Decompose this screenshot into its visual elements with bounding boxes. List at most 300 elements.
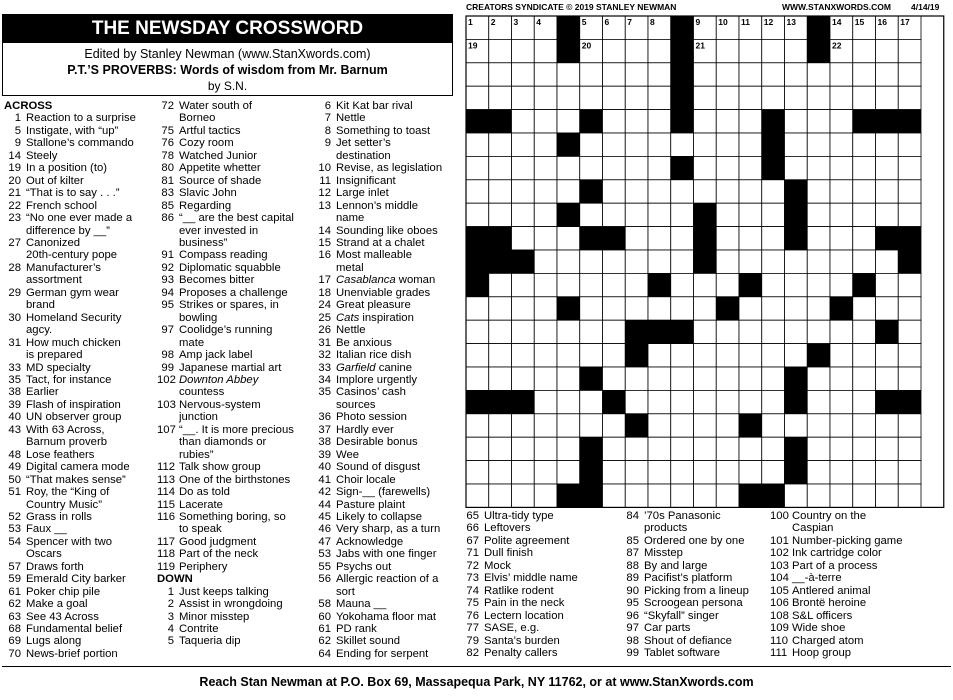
grid-cell[interactable] [739, 390, 762, 413]
grid-cell[interactable] [716, 414, 739, 437]
grid-cell[interactable] [557, 86, 580, 109]
grid-cell[interactable] [716, 461, 739, 484]
grid-cell[interactable] [830, 414, 853, 437]
grid-cell[interactable] [671, 227, 694, 250]
grid-cell[interactable] [648, 390, 671, 413]
grid-cell[interactable] [534, 461, 557, 484]
grid-cell[interactable] [762, 461, 785, 484]
grid-cell[interactable] [648, 203, 671, 226]
grid-cell[interactable] [671, 461, 694, 484]
grid-cell[interactable] [603, 273, 626, 296]
grid-cell[interactable] [466, 63, 489, 86]
grid-cell[interactable] [739, 203, 762, 226]
grid-cell[interactable] [716, 320, 739, 343]
grid-cell[interactable] [557, 250, 580, 273]
grid-cell[interactable] [807, 133, 830, 156]
grid-cell[interactable] [603, 86, 626, 109]
grid-cell[interactable] [557, 367, 580, 390]
grid-cell[interactable] [648, 180, 671, 203]
grid-cell[interactable] [716, 110, 739, 133]
grid-cell[interactable] [625, 437, 648, 460]
grid-cell[interactable] [580, 344, 603, 367]
grid-cell[interactable] [785, 484, 808, 507]
grid-cell[interactable] [648, 297, 671, 320]
grid-cell[interactable] [739, 437, 762, 460]
grid-cell[interactable] [853, 250, 876, 273]
grid-cell[interactable] [853, 227, 876, 250]
grid-cell[interactable] [739, 344, 762, 367]
grid-cell[interactable] [694, 367, 717, 390]
grid-cell[interactable] [648, 133, 671, 156]
grid-cell[interactable] [739, 227, 762, 250]
grid-cell[interactable] [512, 86, 535, 109]
grid-cell[interactable] [489, 273, 512, 296]
grid-cell[interactable] [694, 297, 717, 320]
grid-cell[interactable] [898, 414, 921, 437]
grid-cell[interactable] [625, 180, 648, 203]
grid-cell[interactable] [625, 110, 648, 133]
grid-cell[interactable] [898, 273, 921, 296]
grid-cell[interactable] [603, 133, 626, 156]
grid-cell[interactable] [694, 484, 717, 507]
grid-cell[interactable] [876, 297, 899, 320]
grid-cell[interactable] [739, 39, 762, 62]
grid-cell[interactable] [603, 484, 626, 507]
grid-cell[interactable] [671, 297, 694, 320]
grid-cell[interactable] [830, 273, 853, 296]
grid-cell[interactable] [762, 203, 785, 226]
grid-cell[interactable] [489, 180, 512, 203]
grid-cell[interactable] [534, 39, 557, 62]
grid-cell[interactable] [694, 437, 717, 460]
grid-cell[interactable] [785, 273, 808, 296]
grid-cell[interactable] [512, 320, 535, 343]
grid-cell[interactable] [694, 180, 717, 203]
grid-cell[interactable] [489, 367, 512, 390]
grid-cell[interactable] [603, 414, 626, 437]
grid-cell[interactable] [557, 414, 580, 437]
grid-cell[interactable] [830, 437, 853, 460]
grid-cell[interactable] [853, 437, 876, 460]
grid-cell[interactable] [625, 63, 648, 86]
grid-cell[interactable] [830, 390, 853, 413]
grid-cell[interactable] [557, 156, 580, 179]
grid-cell[interactable] [830, 86, 853, 109]
grid-cell[interactable] [671, 250, 694, 273]
grid-cell[interactable] [898, 203, 921, 226]
grid-cell[interactable] [625, 390, 648, 413]
grid-cell[interactable] [648, 227, 671, 250]
grid-cell[interactable] [762, 63, 785, 86]
grid-cell[interactable] [625, 156, 648, 179]
grid-cell[interactable] [785, 297, 808, 320]
grid-cell[interactable] [716, 39, 739, 62]
grid-cell[interactable] [534, 437, 557, 460]
grid-cell[interactable] [876, 203, 899, 226]
grid-cell[interactable] [625, 250, 648, 273]
grid-cell[interactable] [762, 180, 785, 203]
grid-cell[interactable] [512, 110, 535, 133]
grid-cell[interactable] [534, 227, 557, 250]
grid-cell[interactable] [876, 180, 899, 203]
grid-cell[interactable] [739, 461, 762, 484]
grid-cell[interactable] [671, 367, 694, 390]
grid-cell[interactable] [853, 297, 876, 320]
grid-cell[interactable] [489, 39, 512, 62]
grid-cell[interactable] [694, 156, 717, 179]
grid-cell[interactable] [648, 484, 671, 507]
grid-cell[interactable] [671, 390, 694, 413]
grid-cell[interactable] [785, 344, 808, 367]
grid-cell[interactable] [853, 344, 876, 367]
grid-cell[interactable] [785, 156, 808, 179]
grid-cell[interactable] [716, 180, 739, 203]
grid-cell[interactable] [625, 86, 648, 109]
grid-cell[interactable] [739, 367, 762, 390]
grid-cell[interactable] [557, 63, 580, 86]
grid-cell[interactable] [830, 63, 853, 86]
grid-cell[interactable] [557, 320, 580, 343]
grid-cell[interactable] [534, 156, 557, 179]
grid-cell[interactable] [694, 63, 717, 86]
grid-cell[interactable] [625, 133, 648, 156]
grid-cell[interactable] [807, 273, 830, 296]
grid-cell[interactable] [807, 156, 830, 179]
grid-cell[interactable] [512, 39, 535, 62]
grid-cell[interactable] [671, 344, 694, 367]
grid-cell[interactable] [898, 437, 921, 460]
grid-cell[interactable] [671, 273, 694, 296]
grid-cell[interactable] [716, 437, 739, 460]
grid-cell[interactable] [557, 180, 580, 203]
grid-cell[interactable] [853, 156, 876, 179]
grid-cell[interactable] [876, 344, 899, 367]
grid-cell[interactable] [648, 461, 671, 484]
grid-cell[interactable] [807, 390, 830, 413]
grid-cell[interactable] [876, 63, 899, 86]
grid-cell[interactable] [807, 484, 830, 507]
grid-cell[interactable] [694, 344, 717, 367]
grid-cell[interactable] [580, 63, 603, 86]
grid-cell[interactable] [603, 320, 626, 343]
grid-cell[interactable] [534, 133, 557, 156]
grid-cell[interactable] [603, 250, 626, 273]
grid-cell[interactable] [898, 484, 921, 507]
grid-cell[interactable] [830, 180, 853, 203]
grid-cell[interactable] [716, 86, 739, 109]
grid-cell[interactable] [853, 133, 876, 156]
grid-cell[interactable] [625, 39, 648, 62]
grid-cell[interactable] [876, 86, 899, 109]
grid-cell[interactable] [489, 414, 512, 437]
grid-cell[interactable] [648, 39, 671, 62]
grid-cell[interactable] [603, 297, 626, 320]
grid-cell[interactable] [580, 250, 603, 273]
grid-cell[interactable] [512, 203, 535, 226]
grid-cell[interactable] [807, 414, 830, 437]
grid-cell[interactable] [898, 344, 921, 367]
grid-cell[interactable] [876, 133, 899, 156]
grid-cell[interactable] [853, 203, 876, 226]
grid-cell[interactable] [534, 110, 557, 133]
grid-cell[interactable] [512, 180, 535, 203]
grid-cell[interactable] [557, 273, 580, 296]
grid-cell[interactable] [648, 63, 671, 86]
grid-cell[interactable] [534, 344, 557, 367]
grid-cell[interactable] [489, 156, 512, 179]
grid-cell[interactable] [625, 367, 648, 390]
grid-cell[interactable] [534, 484, 557, 507]
grid-cell[interactable] [534, 390, 557, 413]
grid-cell[interactable] [625, 273, 648, 296]
grid-cell[interactable] [785, 39, 808, 62]
grid-cell[interactable] [762, 344, 785, 367]
grid-cell[interactable] [648, 156, 671, 179]
grid-cell[interactable] [671, 414, 694, 437]
grid-cell[interactable] [648, 250, 671, 273]
grid-cell[interactable] [853, 461, 876, 484]
grid-cell[interactable] [603, 39, 626, 62]
grid-cell[interactable] [580, 273, 603, 296]
grid-cell[interactable] [876, 156, 899, 179]
grid-cell[interactable] [694, 461, 717, 484]
grid-cell[interactable] [853, 320, 876, 343]
grid-cell[interactable] [671, 180, 694, 203]
grid-cell[interactable] [716, 273, 739, 296]
grid-cell[interactable] [739, 156, 762, 179]
grid-cell[interactable] [625, 297, 648, 320]
grid-cell[interactable] [489, 203, 512, 226]
grid-cell[interactable] [785, 414, 808, 437]
grid-cell[interactable] [489, 297, 512, 320]
grid-cell[interactable] [807, 297, 830, 320]
grid-cell[interactable] [489, 86, 512, 109]
grid-cell[interactable] [807, 110, 830, 133]
grid-cell[interactable] [807, 437, 830, 460]
grid-cell[interactable] [807, 367, 830, 390]
grid-cell[interactable] [716, 133, 739, 156]
grid-cell[interactable] [534, 367, 557, 390]
grid-cell[interactable] [489, 63, 512, 86]
grid-cell[interactable] [898, 63, 921, 86]
grid-cell[interactable] [557, 461, 580, 484]
grid-cell[interactable] [694, 86, 717, 109]
grid-cell[interactable] [694, 390, 717, 413]
grid-cell[interactable] [853, 63, 876, 86]
grid-cell[interactable] [603, 110, 626, 133]
grid-cell[interactable] [534, 86, 557, 109]
grid-cell[interactable] [807, 320, 830, 343]
grid-cell[interactable] [603, 156, 626, 179]
grid-cell[interactable] [785, 133, 808, 156]
grid-cell[interactable] [580, 390, 603, 413]
grid-cell[interactable] [694, 414, 717, 437]
grid-cell[interactable] [648, 344, 671, 367]
grid-cell[interactable] [853, 39, 876, 62]
grid-cell[interactable] [807, 250, 830, 273]
grid-cell[interactable] [876, 461, 899, 484]
grid-cell[interactable] [762, 297, 785, 320]
grid-cell[interactable] [876, 39, 899, 62]
grid-cell[interactable] [648, 414, 671, 437]
grid-cell[interactable] [898, 320, 921, 343]
grid-cell[interactable] [898, 180, 921, 203]
grid-cell[interactable] [603, 344, 626, 367]
grid-cell[interactable] [694, 110, 717, 133]
grid-cell[interactable] [739, 133, 762, 156]
grid-cell[interactable] [671, 203, 694, 226]
grid-cell[interactable] [648, 437, 671, 460]
grid-cell[interactable] [716, 203, 739, 226]
grid-cell[interactable] [557, 390, 580, 413]
grid-cell[interactable] [762, 437, 785, 460]
grid-cell[interactable] [534, 297, 557, 320]
grid-cell[interactable] [853, 367, 876, 390]
grid-cell[interactable] [512, 414, 535, 437]
grid-cell[interactable] [876, 367, 899, 390]
grid-cell[interactable] [603, 367, 626, 390]
grid-cell[interactable] [739, 250, 762, 273]
grid-cell[interactable] [512, 437, 535, 460]
grid-cell[interactable] [830, 461, 853, 484]
grid-cell[interactable] [580, 156, 603, 179]
grid-cell[interactable] [625, 461, 648, 484]
grid-cell[interactable] [898, 86, 921, 109]
grid-cell[interactable] [489, 133, 512, 156]
grid-cell[interactable] [671, 133, 694, 156]
grid-cell[interactable] [512, 484, 535, 507]
grid-cell[interactable] [716, 156, 739, 179]
grid-cell[interactable] [580, 297, 603, 320]
grid-cell[interactable] [853, 414, 876, 437]
grid-cell[interactable] [648, 86, 671, 109]
grid-cell[interactable] [648, 367, 671, 390]
grid-cell[interactable] [716, 367, 739, 390]
grid-cell[interactable] [512, 344, 535, 367]
grid-cell[interactable] [489, 461, 512, 484]
grid-cell[interactable] [557, 344, 580, 367]
grid-cell[interactable] [603, 461, 626, 484]
grid-cell[interactable] [853, 390, 876, 413]
grid-cell[interactable] [785, 250, 808, 273]
grid-cell[interactable] [830, 484, 853, 507]
grid-cell[interactable] [762, 250, 785, 273]
grid-cell[interactable] [603, 63, 626, 86]
grid-cell[interactable] [785, 86, 808, 109]
grid-cell[interactable] [716, 390, 739, 413]
grid-cell[interactable] [534, 203, 557, 226]
grid-cell[interactable] [739, 86, 762, 109]
grid-cell[interactable] [625, 484, 648, 507]
grid-cell[interactable] [807, 86, 830, 109]
grid-cell[interactable] [671, 484, 694, 507]
grid-cell[interactable] [762, 227, 785, 250]
grid-cell[interactable] [898, 461, 921, 484]
grid-cell[interactable] [876, 250, 899, 273]
grid-cell[interactable] [785, 63, 808, 86]
grid-cell[interactable] [830, 156, 853, 179]
grid-cell[interactable] [898, 156, 921, 179]
grid-cell[interactable] [739, 63, 762, 86]
grid-cell[interactable] [807, 227, 830, 250]
grid-cell[interactable] [830, 320, 853, 343]
grid-cell[interactable] [489, 437, 512, 460]
grid-cell[interactable] [512, 367, 535, 390]
grid-cell[interactable] [557, 437, 580, 460]
grid-cell[interactable] [762, 367, 785, 390]
grid-cell[interactable] [830, 227, 853, 250]
grid-cell[interactable] [557, 227, 580, 250]
grid-cell[interactable] [785, 320, 808, 343]
grid-cell[interactable] [512, 461, 535, 484]
grid-cell[interactable] [716, 344, 739, 367]
grid-cell[interactable] [876, 273, 899, 296]
grid-cell[interactable] [534, 414, 557, 437]
grid-cell[interactable] [807, 63, 830, 86]
grid-cell[interactable] [580, 133, 603, 156]
grid-cell[interactable] [512, 227, 535, 250]
grid-cell[interactable] [762, 273, 785, 296]
grid-cell[interactable] [898, 367, 921, 390]
grid-cell[interactable] [489, 320, 512, 343]
grid-cell[interactable] [898, 297, 921, 320]
grid-cell[interactable] [534, 273, 557, 296]
grid-cell[interactable] [762, 39, 785, 62]
grid-cell[interactable] [716, 250, 739, 273]
grid-cell[interactable] [716, 484, 739, 507]
grid-cell[interactable] [762, 414, 785, 437]
grid-cell[interactable] [739, 320, 762, 343]
grid-cell[interactable] [580, 414, 603, 437]
grid-cell[interactable] [489, 344, 512, 367]
grid-cell[interactable] [853, 86, 876, 109]
grid-cell[interactable] [807, 180, 830, 203]
grid-cell[interactable] [534, 180, 557, 203]
grid-cell[interactable] [603, 203, 626, 226]
grid-cell[interactable] [853, 180, 876, 203]
grid-cell[interactable] [830, 344, 853, 367]
grid-cell[interactable] [512, 133, 535, 156]
grid-cell[interactable] [830, 110, 853, 133]
grid-cell[interactable] [512, 297, 535, 320]
grid-cell[interactable] [853, 484, 876, 507]
grid-cell[interactable] [876, 484, 899, 507]
grid-cell[interactable] [830, 367, 853, 390]
grid-cell[interactable] [762, 320, 785, 343]
grid-cell[interactable] [694, 273, 717, 296]
grid-cell[interactable] [603, 180, 626, 203]
grid-cell[interactable] [898, 39, 921, 62]
grid-cell[interactable] [534, 63, 557, 86]
grid-cell[interactable] [716, 227, 739, 250]
grid-cell[interactable] [830, 133, 853, 156]
grid-cell[interactable] [807, 203, 830, 226]
grid-cell[interactable] [648, 110, 671, 133]
grid-cell[interactable] [694, 133, 717, 156]
grid-cell[interactable] [694, 320, 717, 343]
grid-cell[interactable] [898, 133, 921, 156]
grid-cell[interactable] [762, 390, 785, 413]
grid-cell[interactable] [534, 320, 557, 343]
grid-cell[interactable] [625, 203, 648, 226]
grid-cell[interactable] [807, 461, 830, 484]
grid-cell[interactable] [830, 250, 853, 273]
grid-cell[interactable] [489, 484, 512, 507]
grid-cell[interactable] [830, 203, 853, 226]
grid-cell[interactable] [716, 63, 739, 86]
grid-cell[interactable] [512, 63, 535, 86]
grid-cell[interactable] [580, 320, 603, 343]
